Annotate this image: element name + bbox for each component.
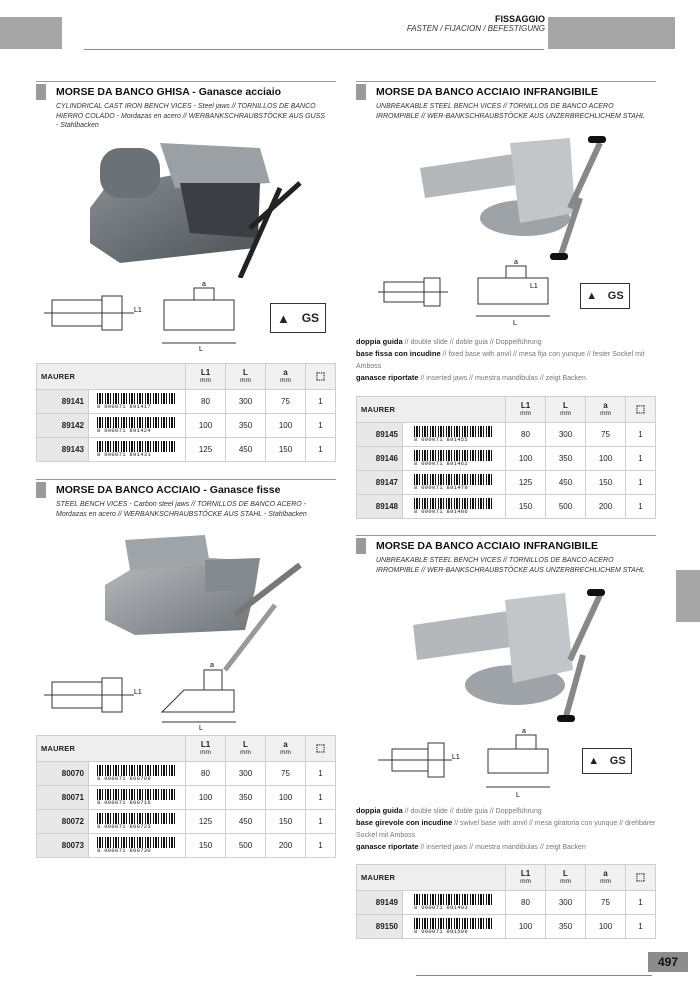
value-qty: 1 [626, 471, 656, 495]
value-l: 500 [226, 834, 266, 858]
product-code: 89148 [357, 495, 403, 519]
box-icon: ⬚ [635, 403, 646, 415]
diagram-label-l: L [513, 320, 517, 327]
value-a: 100 [586, 447, 626, 471]
section-steel-vices [36, 479, 336, 519]
section-title: MORSE DA BANCO ACCIAIO - Ganasce fisse [56, 484, 281, 496]
value-l1: 125 [186, 810, 226, 834]
section-unbreakable-vices-fixed [356, 81, 656, 121]
table-row [357, 447, 656, 471]
diagram-label-l: L [516, 792, 520, 799]
unbreakable-vice-fixed-image [410, 128, 620, 263]
section-description: UNBREAKABLE STEEL BENCH VICES // TORNILLOS DE BANCO ACERO IRROMPIBLE // WER-BANKSCHRAUBSTÖCKE AUS UNZERBRECHLICHEM STAHL [376, 557, 645, 574]
value-qty: 1 [306, 762, 336, 786]
section-unbreakable-vices-swivel [356, 535, 656, 575]
barcode: 8 000071 891417 [89, 390, 186, 414]
barcode: 8 000071 891486 [403, 495, 506, 519]
value-l: 350 [546, 915, 586, 939]
vice-dimension-diagram [378, 258, 558, 328]
barcode: 8 000071 891424 [89, 414, 186, 438]
box-icon: ⬚ [315, 742, 326, 754]
category-subtitle: FASTEN / FIJACION / BEFESTIGUNG [406, 24, 545, 33]
barcode: 8 000071 800723 [89, 810, 186, 834]
box-icon: ⬚ [635, 871, 646, 883]
product-code: 89145 [357, 423, 403, 447]
section-heading [356, 84, 656, 100]
diagram-label-l1: L1 [134, 307, 142, 314]
value-qty: 1 [626, 495, 656, 519]
value-a: 200 [266, 834, 306, 858]
col-l: L mm [546, 397, 586, 423]
barcode: 8 000071 800730 [89, 834, 186, 858]
table-row [37, 834, 336, 858]
value-l: 300 [546, 891, 586, 915]
col-l: L mm [226, 736, 266, 762]
value-l: 450 [546, 471, 586, 495]
value-l: 350 [226, 786, 266, 810]
header-category [300, 14, 545, 33]
section-title: MORSE DA BANCO ACCIAIO INFRANGIBILE [376, 86, 599, 98]
value-l: 450 [226, 438, 266, 462]
gs-certification-mark [582, 748, 632, 774]
product-table-steel [36, 735, 336, 858]
value-l1: 80 [186, 762, 226, 786]
feature-inserted-jaws: ganasce riportate // inserted jaws // muestra mandibulas // zeigt Backen [356, 842, 586, 851]
col-a: a mm [266, 364, 306, 390]
col-pack [306, 736, 336, 762]
product-code: 80073 [37, 834, 89, 858]
section-tab [36, 84, 46, 100]
value-l1: 80 [186, 390, 226, 414]
table-row [357, 915, 656, 939]
brand-header [37, 736, 186, 762]
section-description: UNBREAKABLE STEEL BENCH VICES // TORNILLOS DE BANCO ACERO IRROMPIBLE // WER-BANKSCHRAUBSTÖCKE AUS UNZERBRECHLICHEM STAHL [376, 103, 645, 120]
section-heading [356, 538, 656, 554]
maurer-logo: MAURER [41, 743, 76, 753]
brand-header [357, 397, 506, 423]
feature-swivel-base: base girevole con incudine // swivel base with anvil // mesa giratoria con yunque // drehbarer Sockel mit Amboss [356, 818, 656, 839]
gs-certification-mark [580, 283, 630, 309]
feature-fixed-base: base fissa con incudine // fixed base with anvil // mesa fija con yunque // fester Sockel mit Amboss [356, 349, 645, 370]
gs-mark-label: GS [607, 290, 624, 302]
value-qty: 1 [626, 447, 656, 471]
brand-header [357, 865, 506, 891]
value-l1: 100 [186, 786, 226, 810]
diagram-label-l: L [199, 346, 203, 353]
col-l1: L1 mm [186, 364, 226, 390]
product-code: 89142 [37, 414, 89, 438]
col-l1: L1 mm [506, 865, 546, 891]
product-table-unbreakable-fixed [356, 396, 656, 519]
diagram-label-l1: L1 [134, 689, 142, 696]
feature-double-slide: doppia guida // double slide // doble guia // Doppelführung [356, 337, 542, 346]
gs-certification-mark [270, 303, 326, 333]
product-code: 89150 [357, 915, 403, 939]
table-row [37, 762, 336, 786]
value-a: 150 [586, 471, 626, 495]
col-l1: L1 mm [186, 736, 226, 762]
feature-list [356, 336, 656, 384]
value-a: 75 [586, 423, 626, 447]
value-a: 150 [266, 438, 306, 462]
diagram-label-a: a [522, 728, 526, 735]
category-title: FISSAGGIO [494, 14, 545, 24]
maurer-logo: MAURER [361, 404, 396, 414]
value-a: 100 [266, 786, 306, 810]
section-rule [356, 535, 656, 536]
cast-iron-vice-image [80, 128, 310, 278]
gs-mark-label: GS [301, 311, 320, 325]
value-l: 300 [226, 390, 266, 414]
diagram-label-l: L [199, 725, 203, 730]
header-left-block [0, 17, 62, 49]
diagram-label-a: a [210, 662, 214, 669]
product-code: 89141 [37, 390, 89, 414]
maurer-logo: MAURER [41, 371, 76, 381]
col-a: a mm [586, 397, 626, 423]
col-a: a mm [586, 865, 626, 891]
value-l: 300 [546, 423, 586, 447]
section-description: STEEL BENCH VICES - Carbon steel jaws // TORNILLOS DE BANCO ACERO - Mordazas en acero // WERBANKSCHRAUBSTÖCKE AUS STAHL - Stahlbacken [56, 501, 307, 518]
value-l1: 150 [506, 495, 546, 519]
maurer-logo: MAURER [361, 872, 396, 882]
footer-rule [416, 975, 652, 976]
table-row [37, 438, 336, 462]
section-description: CYLINDRICAL CAST IRON BENCH VICES - Steel jaws // TORNILLOS DE BANCO HIERRO COLADO - Mordazas en acero // WERBANKSCHRAUBSTÖCKE AUS GUSS - Stahlbacken [56, 103, 325, 129]
value-a: 200 [586, 495, 626, 519]
col-l: L mm [546, 865, 586, 891]
value-l1: 125 [506, 471, 546, 495]
table-row [37, 390, 336, 414]
section-rule [36, 81, 336, 82]
barcode: 8 000071 891462 [403, 447, 506, 471]
value-a: 150 [266, 810, 306, 834]
product-code: 89147 [357, 471, 403, 495]
warning-triangle-icon: ▲ [586, 289, 598, 302]
barcode: 8 000071 891455 [403, 423, 506, 447]
value-qty: 1 [626, 915, 656, 939]
section-tab [356, 538, 366, 554]
feature-inserted-jaws: ganasce riportate // inserted jaws // muestra mandibulas // zeigt Backen [356, 373, 586, 382]
product-code: 89149 [357, 891, 403, 915]
value-l1: 125 [186, 438, 226, 462]
value-a: 75 [266, 390, 306, 414]
section-rule [36, 479, 336, 480]
section-title: MORSE DA BANCO GHISA - Ganasce acciaio [56, 86, 282, 98]
col-l: L mm [226, 364, 266, 390]
table-row [37, 810, 336, 834]
vice-dimension-diagram [378, 725, 558, 800]
value-a: 100 [266, 414, 306, 438]
barcode: 8 000071 891509 [403, 915, 506, 939]
header-right-block [548, 17, 675, 49]
value-l: 350 [226, 414, 266, 438]
col-pack [626, 865, 656, 891]
vice-dimension-diagram [44, 650, 244, 730]
side-tab [676, 570, 700, 622]
barcode: 8 000071 891493 [403, 891, 506, 915]
value-l1: 150 [186, 834, 226, 858]
warning-triangle-icon: ▲ [588, 754, 600, 767]
feature-double-slide: doppia guida // double slide // doble guia // Doppelführung [356, 806, 542, 815]
box-icon: ⬚ [315, 370, 326, 382]
warning-triangle-icon: ▲ [276, 310, 290, 326]
value-qty: 1 [306, 786, 336, 810]
diagram-label-a: a [202, 281, 206, 288]
table-row [37, 414, 336, 438]
barcode: 8 000071 800709 [89, 762, 186, 786]
value-l1: 100 [506, 915, 546, 939]
col-l1: L1 mm [506, 397, 546, 423]
barcode: 8 000071 891431 [89, 438, 186, 462]
section-tab [36, 482, 46, 498]
value-qty: 1 [306, 438, 336, 462]
page-number: 497 [648, 952, 688, 972]
vice-dimension-diagram [44, 278, 244, 353]
value-qty: 1 [306, 414, 336, 438]
value-l1: 80 [506, 891, 546, 915]
section-heading [36, 482, 336, 498]
value-l1: 80 [506, 423, 546, 447]
value-a: 100 [586, 915, 626, 939]
gs-mark-label: GS [609, 755, 626, 767]
col-pack [626, 397, 656, 423]
product-code: 89143 [37, 438, 89, 462]
header-rule [84, 49, 544, 50]
value-l1: 100 [506, 447, 546, 471]
barcode: 8 000071 800716 [89, 786, 186, 810]
section-rule [356, 81, 656, 82]
section-cast-iron-vices [36, 81, 336, 131]
product-code: 89146 [357, 447, 403, 471]
product-code: 80071 [37, 786, 89, 810]
value-l: 500 [546, 495, 586, 519]
table-row [37, 786, 336, 810]
value-l: 450 [226, 810, 266, 834]
value-qty: 1 [306, 834, 336, 858]
section-heading [36, 84, 336, 100]
col-a: a mm [266, 736, 306, 762]
unbreakable-vice-swivel-image [405, 585, 620, 725]
diagram-label-a: a [514, 259, 518, 266]
section-title: MORSE DA BANCO ACCIAIO INFRANGIBILE [376, 540, 599, 552]
table-row [357, 471, 656, 495]
col-pack [306, 364, 336, 390]
product-table-cast-iron [36, 363, 336, 462]
section-tab [356, 84, 366, 100]
value-qty: 1 [626, 891, 656, 915]
brand-header [37, 364, 186, 390]
value-l: 300 [226, 762, 266, 786]
table-row [357, 423, 656, 447]
value-l1: 100 [186, 414, 226, 438]
product-code: 80070 [37, 762, 89, 786]
diagram-label-l1: L1 [452, 754, 460, 761]
value-qty: 1 [306, 390, 336, 414]
diagram-label-l1: L1 [530, 283, 538, 290]
product-code: 80072 [37, 810, 89, 834]
table-row [357, 495, 656, 519]
barcode: 8 000071 891479 [403, 471, 506, 495]
table-row [357, 891, 656, 915]
value-qty: 1 [306, 810, 336, 834]
value-qty: 1 [626, 423, 656, 447]
value-a: 75 [266, 762, 306, 786]
value-l: 350 [546, 447, 586, 471]
product-table-unbreakable-swivel [356, 864, 656, 939]
feature-list [356, 805, 656, 853]
value-a: 75 [586, 891, 626, 915]
